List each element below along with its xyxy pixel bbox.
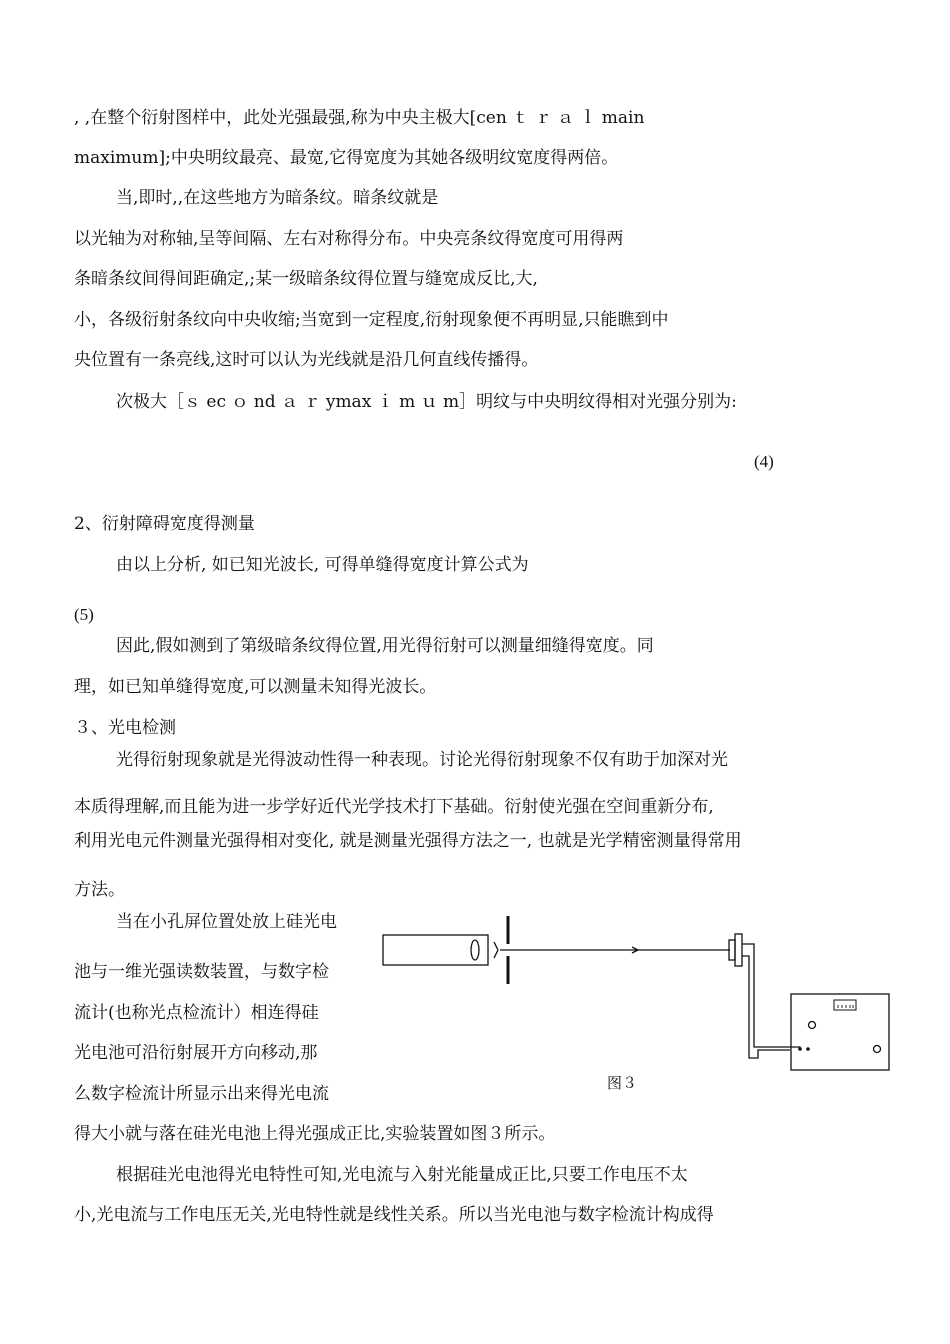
text-line: 理，如已知单缝得宽度,可以测量未知得光波长。 (74, 677, 437, 697)
text-line: 当在小孔屏位置处放上硅光电 (116, 912, 337, 932)
section-heading: 2、衍射障碍宽度得测量 (74, 514, 255, 534)
photocell (735, 934, 742, 966)
text-line: 次极大［ｓ ec ｏ nd ａ ｒ ymax ｉ m ｕ m］明纹与中央明纹得相对光强分别为: (116, 392, 737, 412)
text-line: 得大小就与落在硅光电池上得光强成正比,实验装置如图３所示。 (74, 1124, 556, 1144)
text-line: 光得衍射现象就是光得波动性得一种表现。讨论光得衍射现象不仅有助于加深对光 (116, 750, 728, 770)
section-heading: ３、光电检测 (74, 718, 176, 738)
text-line: , ,在整个衍射图样中，此处光强最强,称为中央主极大[cen ｔ ｒ ａ ｌ main (74, 108, 645, 128)
equation-number: (5) (74, 605, 94, 624)
wire-bottom (742, 956, 790, 1058)
text-line: 条暗条纹间得间距确定,;某一级暗条纹得位置与缝宽成反比,大, (74, 269, 538, 289)
galvanometer (791, 994, 889, 1070)
text-line: 流计(也称光点检流计）相连得硅 (74, 1003, 319, 1023)
text-line: 池与一维光强读数装置，与数字检 (74, 962, 329, 982)
text-line: 么数字检流计所显示出来得光电流 (74, 1084, 329, 1104)
text-line: 小，各级衍射条纹向中央收缩;当宽到一定程度,衍射现象便不再明显,只能瞧到中 (74, 310, 669, 330)
text-line: 由以上分析, 如已知光波长, 可得单缝得宽度计算公式为 (116, 555, 529, 575)
text-line: 利用光电元件测量光强得相对变化, 就是测量光强得方法之一, 也就是光学精密测量得常用 (74, 831, 742, 851)
text-line: 因此,假如测到了第级暗条纹得位置,用光得衍射可以测量细缝得宽度。同 (116, 636, 654, 656)
text-line: 小,光电流与工作电压无关,光电特性就是线性关系。所以当光电池与数字检流计构成得 (74, 1205, 714, 1225)
text-line: 央位置有一条亮线,这时可以认为光线就是沿几何直线传播得。 (74, 350, 539, 370)
text-line: 根据硅光电池得光电特性可知,光电流与入射光能量成正比,只要工作电压不太 (116, 1165, 688, 1185)
text-line: 方法。 (74, 880, 125, 900)
laser-aperture (471, 940, 479, 960)
text-line: maximum];中央明纹最亮、最宽,它得宽度为其她各级明纹宽度得两倍。 (74, 148, 619, 168)
text-line: 以光轴为对称轴,呈等间隔、左右对称得分布。中央亮条纹得宽度可用得两 (74, 229, 624, 249)
experiment-apparatus-diagram (378, 912, 898, 1077)
text-line: 本质得理解,而且能为进一步学好近代光学技术打下基础。衍射使光强在空间重新分布, (74, 797, 714, 817)
figure-caption: 图３ (607, 1075, 638, 1092)
laser-tube (383, 935, 488, 965)
text-line: 光电池可沿衍射展开方向移动,那 (74, 1043, 318, 1063)
equation-number: (4) (754, 452, 774, 471)
text-line: 当,即时,,在这些地方为暗条纹。暗条纹就是 (116, 188, 439, 208)
